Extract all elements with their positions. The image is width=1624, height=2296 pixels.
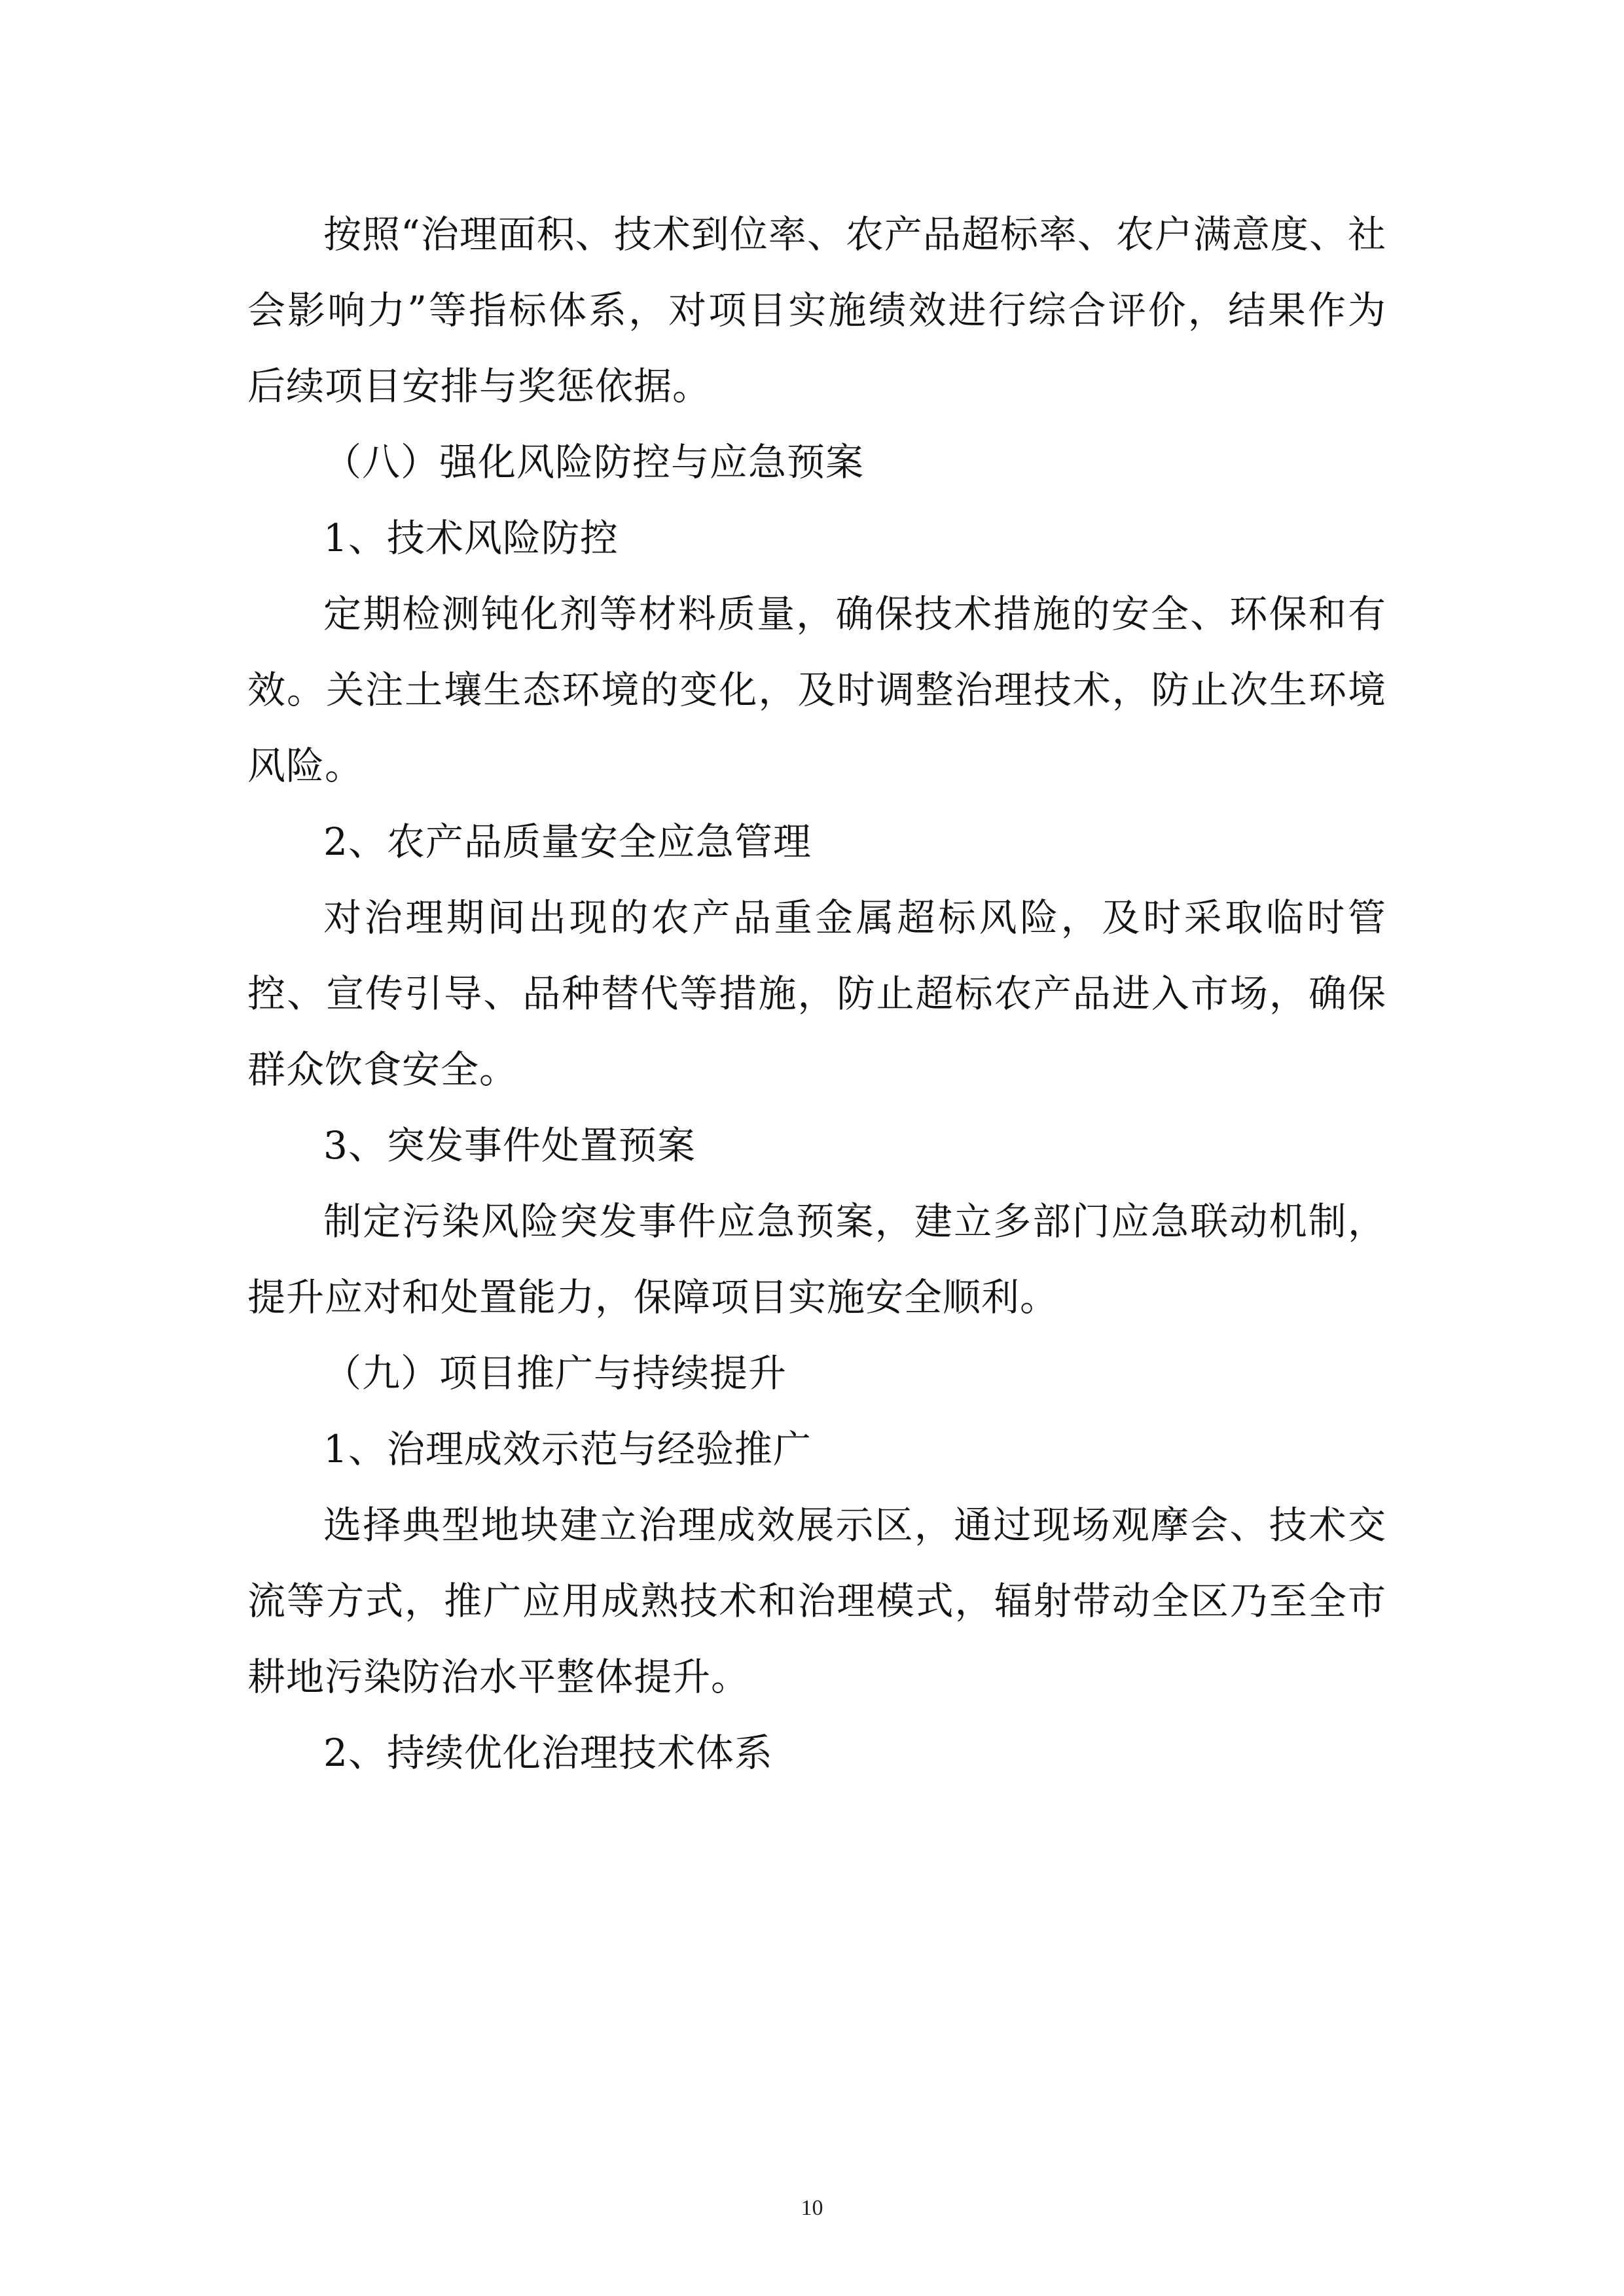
subheading-emergency-plan: 3、突发事件处置预案 bbox=[323, 1123, 696, 1168]
section-heading-8: （八）强化风险防控与应急预案 bbox=[323, 440, 865, 484]
paragraph-tech-risk: 定期检测钝化剂等材料质量，确保技术措施的安全、环保和有效。关注土壤生态环境的变化，及时调整治理技术，防止次生环境风险。 bbox=[247, 592, 1386, 788]
paragraph-demonstration: 选择典型地块建立治理成效展示区，通过现场观摩会、技术交流等方式，推广应用成熟技术和治理模式，辐射带动全区乃至全市耕地污染防治水平整体提升。 bbox=[247, 1503, 1386, 1699]
subheading-quality-emergency: 2、农产品质量安全应急管理 bbox=[323, 819, 812, 864]
paragraph-emergency-plan: 制定污染风险突发事件应急预案，建立多部门应急联动机制，提升应对和处置能力，保障项目实施安全顺利。 bbox=[247, 1199, 1386, 1319]
paragraph-performance-evaluation: 按照“治理面积、技术到位率、农产品超标率、农户满意度、社会影响力”等指标体系，对项目实施绩效进行综合评价，结果作为后续项目安排与奖惩依据。 bbox=[247, 212, 1386, 408]
document-body bbox=[247, 196, 1386, 1791]
subheading-demonstration: 1、治理成效示范与经验推广 bbox=[323, 1427, 812, 1471]
paragraph-quality-emergency: 对治理期间出现的农产品重金属超标风险，及时采取临时管控、宣传引导、品种替代等措施，防止超标农产品进入市场，确保群众饮食安全。 bbox=[247, 895, 1386, 1092]
page-number: 10 bbox=[801, 2196, 823, 2220]
subheading-optimization: 2、持续优化治理技术体系 bbox=[323, 1731, 773, 1775]
subheading-tech-risk: 1、技术风险防控 bbox=[323, 516, 619, 560]
section-heading-9: （九）项目推广与持续提升 bbox=[323, 1351, 787, 1395]
